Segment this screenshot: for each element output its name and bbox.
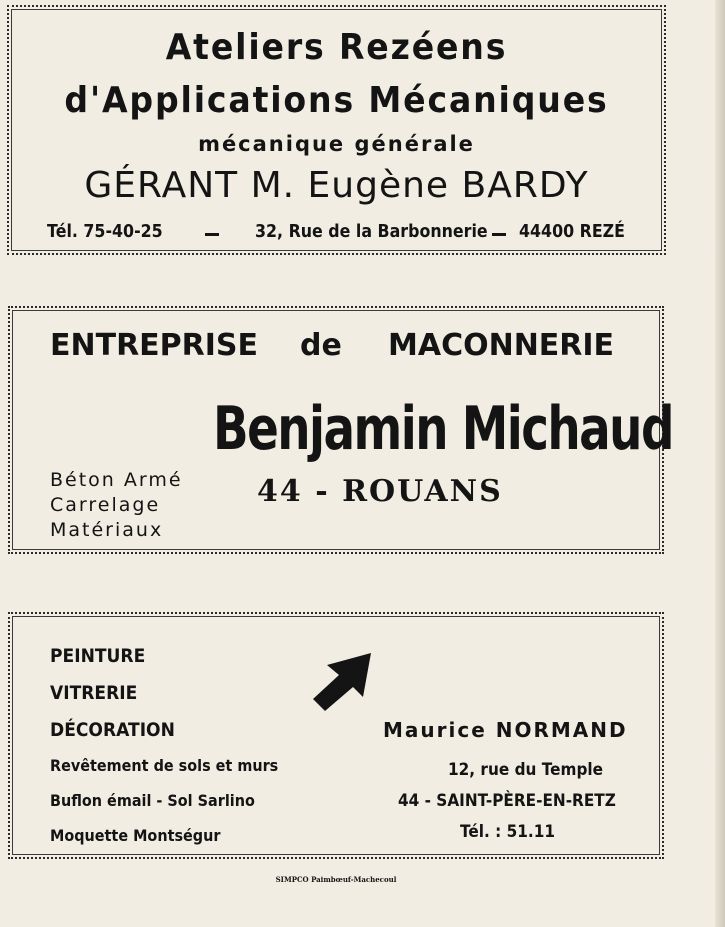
ad3-main-list bbox=[50, 638, 189, 749]
ad1-subtitle: mécanique générale bbox=[198, 132, 475, 156]
ad2-services-list bbox=[50, 468, 183, 543]
ad-maurice-normand bbox=[8, 612, 664, 859]
ad3-city: 44 - SAINT-PÈRE-EN-RETZ bbox=[398, 791, 616, 811]
ad3-phone: Tél. : 51.11 bbox=[460, 822, 556, 842]
list-item: Revêtement de sols et murs bbox=[50, 756, 279, 775]
list-item: PEINTURE bbox=[50, 645, 146, 667]
list-item: VITRERIE bbox=[50, 682, 138, 704]
list-item: Carrelage bbox=[50, 494, 161, 516]
list-item: DÉCORATION bbox=[50, 719, 175, 741]
ad1-title-line1: Ateliers Rezéens bbox=[165, 27, 508, 68]
ad3-name: Maurice NORMAND bbox=[383, 718, 628, 742]
ad3-sub-list bbox=[50, 748, 304, 853]
printer-credit: SIMPCO Paimbœuf-Machecoul bbox=[275, 875, 397, 884]
ad1-city: 44400 REZÉ bbox=[519, 221, 625, 242]
ad-ateliers-rezeens bbox=[7, 5, 666, 255]
list-item: Moquette Montségur bbox=[50, 826, 221, 845]
ad-benjamin-michaud bbox=[8, 306, 673, 554]
page-edge bbox=[715, 0, 725, 927]
ad2-word-entreprise: ENTREPRISE bbox=[50, 328, 259, 363]
ad3-street: 12, rue du Temple bbox=[448, 760, 604, 780]
list-item: Matériaux bbox=[50, 519, 164, 541]
separator-dash bbox=[205, 233, 219, 236]
list-item: Béton Armé bbox=[50, 469, 183, 491]
ad2-location: 44 - ROUANS bbox=[257, 474, 503, 509]
ad2-company-name: Benjamin Michaud bbox=[213, 394, 673, 464]
separator-dash bbox=[492, 233, 506, 236]
ad1-manager: GÉRANT M. Eugène BARDY bbox=[84, 165, 589, 206]
arrow-icon bbox=[313, 651, 375, 713]
ad2-word-de: de bbox=[300, 328, 342, 363]
ad2-word-maconnerie: MACONNERIE bbox=[388, 328, 615, 363]
ad1-phone: Tél. 75-40-25 bbox=[47, 221, 163, 242]
ad1-address: 32, Rue de la Barbonnerie bbox=[255, 221, 488, 242]
ad1-title-line2: d'Applications Mécaniques bbox=[64, 80, 609, 121]
list-item: Buflon émail - Sol Sarlino bbox=[50, 791, 255, 810]
